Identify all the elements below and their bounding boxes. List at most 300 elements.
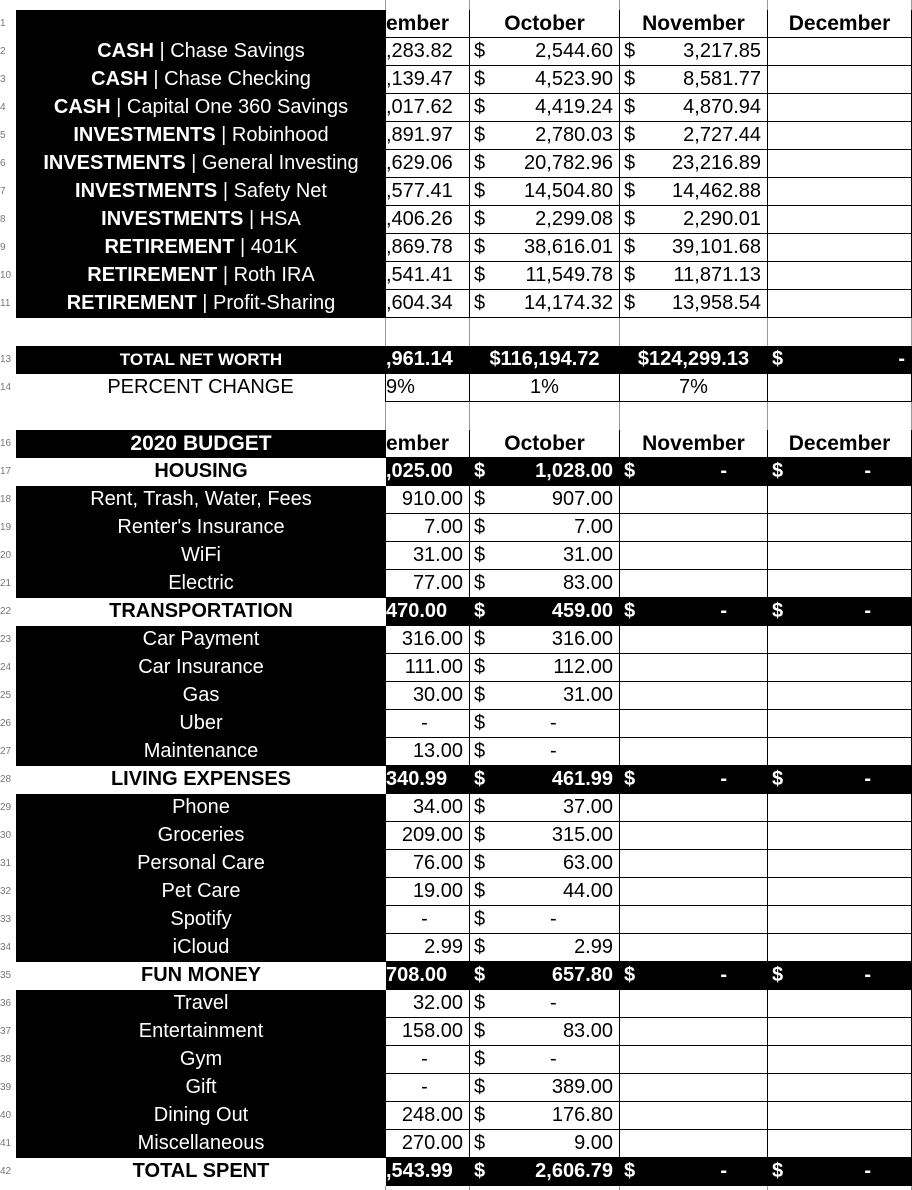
month-cell[interactable] — [620, 150, 768, 178]
sheet-row — [16, 906, 912, 934]
row-number[interactable]: 32 — [0, 886, 12, 897]
row-number[interactable]: 39 — [0, 1082, 12, 1093]
cell-value: - — [864, 768, 871, 790]
currency-sign: $ — [474, 964, 486, 986]
budget-section-label: TRANSPORTATION — [16, 598, 386, 626]
month-cell[interactable] — [768, 710, 912, 738]
budget-item-label: Maintenance — [16, 738, 386, 766]
account-label — [16, 290, 386, 318]
month-cell[interactable]: ,629.06 — [386, 150, 470, 178]
month-cell[interactable] — [768, 934, 912, 962]
month-cell[interactable] — [470, 178, 620, 206]
account-name: Safety Net — [233, 180, 327, 202]
budget-item-label: Travel — [16, 990, 386, 1018]
cell-value: 11,549.78 — [525, 264, 613, 286]
currency-sign: $ — [474, 1020, 486, 1042]
row-number[interactable]: 5 — [0, 130, 6, 141]
month-cell[interactable] — [620, 38, 768, 66]
month-cell[interactable] — [620, 1018, 768, 1046]
row-number[interactable]: 23 — [0, 634, 12, 645]
month-cell[interactable] — [470, 962, 620, 990]
month-cell[interactable]: ,577.41 — [386, 178, 470, 206]
account-label — [16, 234, 386, 262]
budget-item-label: Dining Out — [16, 1102, 386, 1130]
account-category: CASH — [53, 96, 111, 118]
cell-value: 14,174.32 — [524, 292, 613, 314]
currency-sign: $ — [474, 936, 486, 958]
month-cell[interactable] — [620, 206, 768, 234]
currency-sign: $ — [772, 600, 784, 622]
month-cell[interactable]: - — [386, 1046, 470, 1074]
month-cell[interactable] — [768, 514, 912, 542]
month-cell[interactable] — [768, 1102, 912, 1130]
month-cell[interactable] — [470, 66, 620, 94]
sheet-row — [16, 1074, 912, 1102]
row-number[interactable]: 38 — [0, 1054, 12, 1065]
month-cell[interactable] — [768, 570, 912, 598]
sheet-row — [16, 626, 912, 654]
cell-value: 44.00 — [562, 880, 613, 902]
month-cell[interactable] — [470, 850, 620, 878]
currency-sign: $ — [474, 712, 486, 734]
month-cell[interactable] — [768, 962, 912, 990]
month-cell[interactable] — [768, 38, 912, 66]
account-label — [16, 122, 386, 150]
month-cell[interactable] — [768, 486, 912, 514]
month-cell[interactable] — [768, 598, 912, 626]
row-number[interactable]: 3 — [0, 74, 6, 85]
account-label — [16, 206, 386, 234]
month-cell[interactable] — [470, 234, 620, 262]
row-number[interactable]: 6 — [0, 158, 6, 169]
row-number[interactable]: 17 — [0, 466, 12, 477]
month-cell[interactable] — [470, 542, 620, 570]
row-number[interactable]: 1 — [0, 18, 6, 29]
month-cell[interactable] — [768, 150, 912, 178]
month-cell[interactable] — [620, 710, 768, 738]
month-cell[interactable] — [768, 290, 912, 318]
cell-value: 11,871.13 — [673, 264, 761, 286]
cell-value: 2,780.03 — [535, 124, 613, 146]
cell-value: 389.00 — [551, 1076, 613, 1098]
account-category: RETIREMENT — [66, 292, 197, 314]
month-cell[interactable] — [620, 570, 768, 598]
month-cell[interactable]: 910.00 — [386, 486, 470, 514]
month-cell[interactable] — [620, 654, 768, 682]
month-cell[interactable]: 7.00 — [386, 514, 470, 542]
month-cell[interactable] — [470, 206, 620, 234]
budget-item-label: Groceries — [16, 822, 386, 850]
month-cell[interactable] — [470, 514, 620, 542]
month-cell[interactable]: 32.00 — [386, 990, 470, 1018]
month-cell[interactable] — [768, 122, 912, 150]
month-cell[interactable]: ,025.00 — [386, 458, 470, 486]
month-cell[interactable] — [470, 822, 620, 850]
account-category: INVESTMENTS — [73, 124, 216, 146]
month-cell[interactable] — [470, 486, 620, 514]
row-number[interactable]: 33 — [0, 914, 12, 925]
month-cell[interactable] — [620, 906, 768, 934]
month-cell[interactable] — [620, 234, 768, 262]
cell-value: - — [550, 712, 557, 734]
currency-sign: $ — [624, 96, 636, 118]
cell-value: 31.00 — [562, 684, 613, 706]
month-cell[interactable] — [768, 542, 912, 570]
month-cell[interactable] — [620, 598, 768, 626]
month-cell[interactable] — [768, 1018, 912, 1046]
month-cell[interactable] — [620, 1046, 768, 1074]
cell-value: - — [864, 460, 871, 482]
month-cell[interactable]: 708.00 — [386, 962, 470, 990]
cell-value: 83.00 — [562, 572, 613, 594]
month-cell[interactable] — [768, 206, 912, 234]
month-cell[interactable] — [620, 934, 768, 962]
row-number[interactable]: 9 — [0, 242, 6, 253]
month-cell[interactable] — [768, 990, 912, 1018]
separator-bar: | — [191, 152, 197, 174]
month-header[interactable]: December — [768, 10, 912, 38]
month-cell[interactable] — [620, 738, 768, 766]
row-number[interactable]: 28 — [0, 774, 12, 785]
currency-sign: $ — [624, 124, 636, 146]
net-worth-label: TOTAL NET WORTH — [16, 346, 386, 374]
month-cell[interactable] — [620, 1130, 768, 1158]
month-cell[interactable]: ,017.62 — [386, 94, 470, 122]
row-number[interactable]: 36 — [0, 998, 12, 1009]
currency-sign: $ — [624, 460, 636, 482]
row-number[interactable]: 35 — [0, 970, 12, 981]
month-cell[interactable] — [768, 626, 912, 654]
month-cell[interactable] — [470, 150, 620, 178]
row-number[interactable]: 11 — [0, 298, 11, 309]
row-number[interactable]: 8 — [0, 214, 6, 225]
currency-sign: $ — [474, 292, 486, 314]
row-number[interactable]: 31 — [0, 858, 12, 869]
month-cell[interactable] — [470, 1074, 620, 1102]
month-header[interactable]: November — [620, 10, 768, 38]
sheet-row — [16, 94, 912, 122]
currency-sign: $ — [474, 880, 486, 902]
sheet-row — [16, 794, 912, 822]
month-cell[interactable] — [620, 94, 768, 122]
month-cell[interactable] — [768, 94, 912, 122]
month-cell[interactable]: 1% — [470, 374, 620, 402]
budget-item-label: Pet Care — [16, 878, 386, 906]
month-cell[interactable]: 470.00 — [386, 598, 470, 626]
month-cell[interactable] — [620, 262, 768, 290]
cell-value: - — [864, 964, 871, 986]
month-cell[interactable] — [768, 178, 912, 206]
currency-sign: $ — [474, 796, 486, 818]
month-cell[interactable]: 158.00 — [386, 1018, 470, 1046]
cell-value: - — [550, 908, 557, 930]
sheet-row — [16, 822, 912, 850]
month-cell[interactable] — [768, 1130, 912, 1158]
currency-sign: $ — [772, 348, 784, 370]
month-cell[interactable]: 76.00 — [386, 850, 470, 878]
month-cell[interactable]: ,541.41 — [386, 262, 470, 290]
row-number[interactable]: 27 — [0, 746, 12, 757]
separator-bar: | — [248, 208, 255, 230]
month-cell[interactable]: 316.00 — [386, 626, 470, 654]
month-cell[interactable] — [470, 1018, 620, 1046]
month-cell[interactable] — [768, 682, 912, 710]
month-cell[interactable] — [768, 654, 912, 682]
currency-sign: $ — [474, 572, 486, 594]
month-cell[interactable] — [620, 1102, 768, 1130]
currency-sign: $ — [474, 1048, 486, 1070]
month-cell[interactable] — [768, 738, 912, 766]
month-cell[interactable] — [768, 906, 912, 934]
month-cell[interactable] — [470, 290, 620, 318]
month-cell[interactable]: - — [386, 906, 470, 934]
month-cell[interactable]: ,961.14 — [386, 346, 470, 374]
row-number[interactable]: 14 — [0, 382, 12, 393]
month-cell[interactable]: 19.00 — [386, 878, 470, 906]
month-cell[interactable] — [768, 346, 912, 374]
month-cell[interactable] — [768, 1046, 912, 1074]
month-cell[interactable] — [620, 850, 768, 878]
month-cell[interactable] — [768, 878, 912, 906]
month-cell[interactable] — [620, 1074, 768, 1102]
account-label — [16, 94, 386, 122]
currency-sign: $ — [624, 208, 636, 230]
cell-value: 63.00 — [562, 852, 613, 874]
row-number[interactable]: 37 — [0, 1026, 12, 1037]
separator-bar: | — [202, 292, 208, 314]
month-cell[interactable]: 270.00 — [386, 1130, 470, 1158]
account-category: INVESTMENTS — [43, 152, 186, 174]
month-cell[interactable] — [470, 626, 620, 654]
month-cell[interactable] — [470, 570, 620, 598]
row-number[interactable]: 26 — [0, 718, 12, 729]
sheet-row — [16, 514, 912, 542]
sheet-row — [16, 150, 912, 178]
month-cell[interactable]: 9% — [386, 374, 470, 402]
month-cell[interactable] — [620, 1158, 768, 1186]
budget-item-label: Gift — [16, 1074, 386, 1102]
row-number[interactable]: 22 — [0, 606, 12, 617]
currency-sign: $ — [474, 628, 486, 650]
month-cell[interactable] — [470, 906, 620, 934]
budget-item-label: Car Insurance — [16, 654, 386, 682]
month-cell[interactable]: 34.00 — [386, 794, 470, 822]
month-cell[interactable]: 13.00 — [386, 738, 470, 766]
row-number[interactable]: 18 — [0, 494, 12, 505]
month-cell[interactable]: 209.00 — [386, 822, 470, 850]
month-cell[interactable] — [470, 738, 620, 766]
month-header[interactable]: ember — [386, 10, 470, 38]
row-number[interactable]: 34 — [0, 942, 12, 953]
month-cell[interactable] — [620, 486, 768, 514]
month-cell[interactable] — [470, 878, 620, 906]
month-cell[interactable] — [620, 178, 768, 206]
month-cell[interactable]: 111.00 — [386, 654, 470, 682]
month-cell[interactable] — [470, 1102, 620, 1130]
sheet-row — [16, 38, 912, 66]
month-header[interactable]: October — [470, 10, 620, 38]
month-cell[interactable] — [620, 626, 768, 654]
month-cell[interactable] — [470, 598, 620, 626]
budget-item-label: Miscellaneous — [16, 1130, 386, 1158]
month-cell[interactable]: 2.99 — [386, 934, 470, 962]
currency-sign: $ — [474, 992, 486, 1014]
month-cell[interactable]: $116,194.72 — [470, 346, 620, 374]
budget-item-label: Renter's Insurance — [16, 514, 386, 542]
month-cell[interactable]: - — [386, 1074, 470, 1102]
month-cell[interactable] — [620, 682, 768, 710]
month-cell[interactable] — [470, 934, 620, 962]
month-cell[interactable] — [620, 458, 768, 486]
month-cell[interactable] — [768, 374, 912, 402]
month-cell[interactable]: 340.99 — [386, 766, 470, 794]
month-cell[interactable] — [768, 458, 912, 486]
month-cell[interactable] — [470, 262, 620, 290]
row-number[interactable]: 25 — [0, 690, 12, 701]
month-cell[interactable]: 248.00 — [386, 1102, 470, 1130]
row-number[interactable]: 21 — [0, 578, 12, 589]
budget-month-header[interactable]: ember — [386, 430, 470, 458]
month-cell[interactable] — [470, 682, 620, 710]
month-cell[interactable] — [620, 878, 768, 906]
month-cell[interactable]: ,869.78 — [386, 234, 470, 262]
month-cell[interactable]: ,604.34 — [386, 290, 470, 318]
month-cell[interactable] — [470, 766, 620, 794]
currency-sign: $ — [624, 236, 636, 258]
month-cell[interactable]: 77.00 — [386, 570, 470, 598]
cell-value: 315.00 — [551, 824, 613, 846]
month-cell[interactable] — [768, 262, 912, 290]
cell-value: 461.99 — [551, 768, 613, 790]
row-number[interactable]: 42 — [0, 1166, 12, 1177]
month-cell[interactable] — [470, 122, 620, 150]
month-cell[interactable] — [470, 990, 620, 1018]
currency-sign: $ — [474, 1160, 486, 1182]
account-name: HSA — [259, 208, 301, 230]
month-cell[interactable] — [470, 654, 620, 682]
month-cell[interactable] — [768, 794, 912, 822]
row-number[interactable]: 7 — [0, 186, 6, 197]
month-cell[interactable] — [620, 122, 768, 150]
month-cell[interactable]: ,406.26 — [386, 206, 470, 234]
sheet-row — [16, 654, 912, 682]
month-cell[interactable] — [768, 1074, 912, 1102]
budget-month-header[interactable]: October — [470, 430, 620, 458]
month-cell[interactable]: - — [386, 710, 470, 738]
total-spent-label: TOTAL SPENT — [16, 1158, 386, 1186]
row-number[interactable]: 29 — [0, 802, 12, 813]
currency-sign: $ — [624, 964, 636, 986]
currency-sign: $ — [474, 656, 486, 678]
account-category: CASH — [91, 68, 148, 90]
budget-section-label: LIVING EXPENSES — [16, 766, 386, 794]
account-name: Chase Checking — [164, 68, 311, 90]
row-number[interactable]: 24 — [0, 662, 12, 673]
month-cell[interactable] — [470, 94, 620, 122]
currency-sign: $ — [624, 292, 636, 314]
currency-sign: $ — [624, 1160, 636, 1182]
month-cell[interactable] — [768, 766, 912, 794]
month-cell[interactable] — [470, 458, 620, 486]
cell-value: - — [864, 1160, 871, 1182]
month-cell[interactable]: ,283.82 — [386, 38, 470, 66]
month-cell[interactable] — [470, 1158, 620, 1186]
month-cell[interactable] — [620, 514, 768, 542]
currency-sign: $ — [474, 824, 486, 846]
month-cell[interactable] — [470, 794, 620, 822]
row-number[interactable]: 30 — [0, 830, 12, 841]
row-number[interactable]: 2 — [0, 46, 6, 57]
month-cell[interactable] — [470, 710, 620, 738]
cell-value: 907.00 — [551, 488, 613, 510]
month-cell[interactable] — [620, 542, 768, 570]
row-number[interactable]: 13 — [0, 354, 12, 365]
month-cell[interactable]: 7% — [620, 374, 768, 402]
cell-value: - — [550, 740, 557, 762]
month-cell[interactable] — [470, 38, 620, 66]
row-number[interactable]: 10 — [0, 270, 12, 281]
cell-value: 657.80 — [551, 964, 613, 986]
budget-month-header[interactable]: December — [768, 430, 912, 458]
month-cell[interactable] — [620, 822, 768, 850]
currency-sign: $ — [474, 208, 486, 230]
row-number[interactable]: 19 — [0, 522, 12, 533]
month-cell[interactable] — [620, 794, 768, 822]
month-cell[interactable] — [620, 290, 768, 318]
month-cell[interactable] — [620, 66, 768, 94]
month-cell[interactable] — [470, 1046, 620, 1074]
currency-sign: $ — [624, 264, 636, 286]
row-number[interactable]: 20 — [0, 550, 12, 561]
month-cell[interactable]: ,891.97 — [386, 122, 470, 150]
month-cell[interactable] — [768, 234, 912, 262]
budget-item-label: Uber — [16, 710, 386, 738]
month-cell[interactable] — [620, 766, 768, 794]
month-cell[interactable]: ,139.47 — [386, 66, 470, 94]
row-number[interactable]: 41 — [0, 1138, 12, 1149]
month-cell[interactable]: 30.00 — [386, 682, 470, 710]
row-number[interactable]: 4 — [0, 102, 6, 113]
month-cell[interactable] — [768, 822, 912, 850]
month-cell[interactable] — [620, 990, 768, 1018]
budget-month-header[interactable]: November — [620, 430, 768, 458]
month-cell[interactable] — [768, 66, 912, 94]
budget-item-label: Entertainment — [16, 1018, 386, 1046]
currency-sign: $ — [772, 1160, 784, 1182]
row-number[interactable]: 16 — [0, 438, 12, 449]
sheet-row — [16, 766, 912, 794]
month-cell[interactable] — [768, 850, 912, 878]
budget-item-label: Gym — [16, 1046, 386, 1074]
sheet-row — [16, 570, 912, 598]
cell-value: 20,782.96 — [524, 152, 613, 174]
month-cell[interactable] — [470, 1130, 620, 1158]
currency-sign: $ — [474, 460, 486, 482]
separator-bar: | — [222, 264, 229, 286]
budget-item-label: Spotify — [16, 906, 386, 934]
sheet-row — [16, 710, 912, 738]
month-cell[interactable]: ,543.99 — [386, 1158, 470, 1186]
month-cell[interactable]: $124,299.13 — [620, 346, 768, 374]
row-number[interactable]: 40 — [0, 1110, 12, 1121]
currency-sign: $ — [474, 1076, 486, 1098]
cell-value: 39,101.68 — [672, 236, 761, 258]
month-cell[interactable] — [768, 1158, 912, 1186]
account-category: INVESTMENTS — [75, 180, 218, 202]
month-cell[interactable]: 31.00 — [386, 542, 470, 570]
currency-sign: $ — [474, 152, 486, 174]
month-cell[interactable] — [620, 962, 768, 990]
